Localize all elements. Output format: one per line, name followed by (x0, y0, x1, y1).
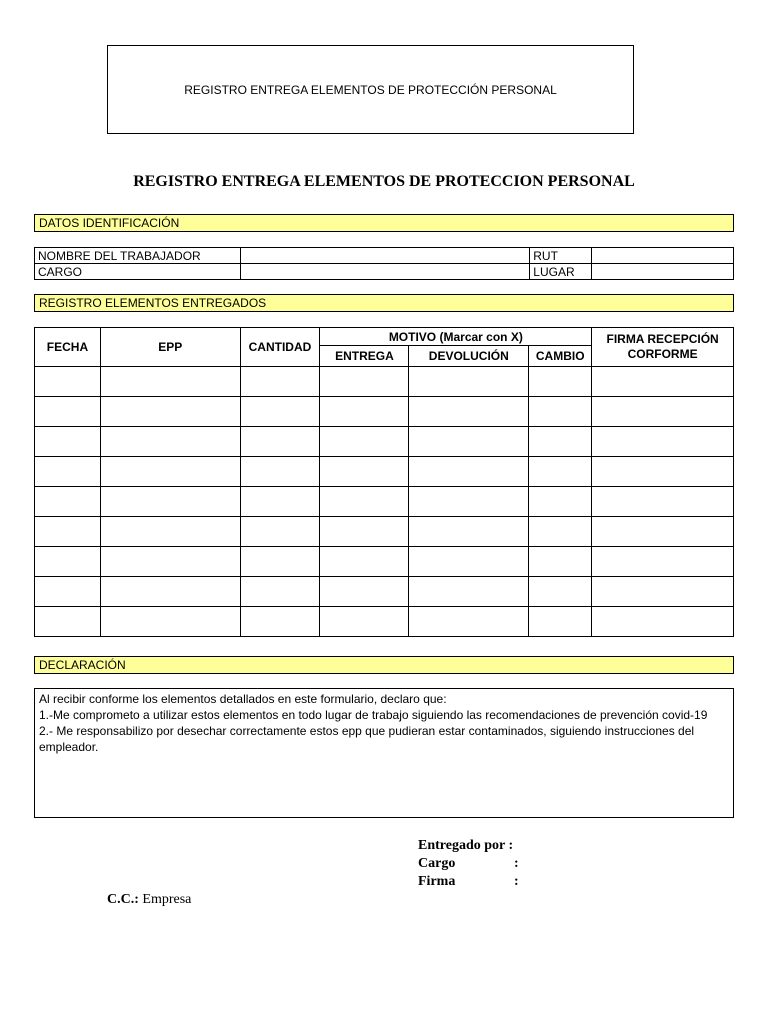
header-fecha: FECHA (35, 328, 101, 367)
cell[interactable] (320, 487, 409, 517)
cell[interactable] (592, 397, 734, 427)
cell[interactable] (240, 547, 320, 577)
cell[interactable] (240, 427, 320, 457)
cell[interactable] (35, 427, 101, 457)
cell[interactable] (409, 367, 529, 397)
identification-table (34, 247, 734, 280)
lugar-field[interactable] (592, 264, 734, 280)
cell[interactable] (100, 607, 240, 637)
cell[interactable] (100, 547, 240, 577)
rut-field[interactable] (592, 248, 734, 264)
cell[interactable] (240, 517, 320, 547)
cell[interactable] (240, 577, 320, 607)
cell[interactable] (100, 427, 240, 457)
header-entrega: ENTREGA (320, 346, 409, 367)
cell[interactable] (240, 367, 320, 397)
cell[interactable] (529, 397, 592, 427)
cell[interactable] (409, 427, 529, 457)
declaration-item-1: 1.-Me comprometo a utilizar estos elementos en todo lugar de trabajo siguiendo las recomendaciones de prevención covid-19 (39, 708, 708, 722)
cell[interactable] (592, 517, 734, 547)
cc-line (107, 891, 191, 909)
cell[interactable] (409, 607, 529, 637)
cell[interactable] (240, 607, 320, 637)
cell[interactable] (529, 487, 592, 517)
cell[interactable] (592, 577, 734, 607)
table-row (35, 367, 734, 397)
table-row (35, 577, 734, 607)
cell[interactable] (320, 577, 409, 607)
cell[interactable] (529, 547, 592, 577)
section-registry-bar: REGISTRO ELEMENTOS ENTREGADOS (34, 294, 734, 312)
section-declaration-bar: DECLARACIÓN (34, 656, 734, 674)
registry-rows (35, 367, 734, 637)
header-cambio: CAMBIO (529, 346, 592, 367)
firma-label: Firma (418, 874, 456, 889)
cell[interactable] (100, 457, 240, 487)
cell[interactable] (100, 397, 240, 427)
cell[interactable] (100, 367, 240, 397)
cell[interactable] (409, 547, 529, 577)
cell[interactable] (529, 457, 592, 487)
table-row (35, 487, 734, 517)
cell[interactable] (35, 517, 101, 547)
cell[interactable] (409, 517, 529, 547)
table-row (35, 517, 734, 547)
cell[interactable] (35, 547, 101, 577)
cell[interactable] (240, 487, 320, 517)
cell[interactable] (320, 517, 409, 547)
declaration-item-2: 2.- Me responsabilizo por desechar correctamente estos epp que pudieran estar contaminados, siguiendo instrucciones del empleador. (39, 724, 695, 754)
cell[interactable] (592, 607, 734, 637)
signature-block (418, 837, 519, 891)
rut-label: RUT (530, 248, 592, 264)
cell[interactable] (592, 427, 734, 457)
worker-name-label: NOMBRE DEL TRABAJADOR (35, 248, 241, 264)
cell[interactable] (592, 367, 734, 397)
cell[interactable] (592, 487, 734, 517)
table-row (35, 397, 734, 427)
header-devolucion: DEVOLUCIÓN (409, 346, 529, 367)
cell[interactable] (35, 397, 101, 427)
declaration-intro: Al recibir conforme los elementos detallados en este formulario, declaro que: (39, 692, 447, 706)
header-box (107, 45, 634, 134)
cell[interactable] (35, 607, 101, 637)
cell[interactable] (592, 457, 734, 487)
cell[interactable] (409, 487, 529, 517)
cell[interactable] (35, 367, 101, 397)
cell[interactable] (320, 397, 409, 427)
cell[interactable] (35, 487, 101, 517)
cell[interactable] (592, 547, 734, 577)
cell[interactable] (320, 457, 409, 487)
table-row (35, 457, 734, 487)
cargo-colon: : (514, 856, 519, 871)
cell[interactable] (100, 577, 240, 607)
cell[interactable] (35, 577, 101, 607)
header-box-title: REGISTRO ENTREGA ELEMENTOS DE PROTECCIÓN PERSONAL (184, 82, 557, 97)
header-epp: EPP (100, 328, 240, 367)
declaration-box (34, 688, 734, 818)
cell[interactable] (240, 457, 320, 487)
lugar-label: LUGAR (530, 264, 592, 280)
cargo-label: CARGO (35, 264, 241, 280)
cc-label: C.C.: (107, 892, 139, 907)
cell[interactable] (35, 457, 101, 487)
header-firma: FIRMA RECEPCIÓN CORFORME (592, 328, 734, 367)
cell[interactable] (320, 607, 409, 637)
cell[interactable] (529, 577, 592, 607)
worker-name-field[interactable] (240, 248, 529, 264)
entregado-label: Entregado por : (418, 838, 514, 853)
cell[interactable] (100, 487, 240, 517)
header-cantidad: CANTIDAD (240, 328, 320, 367)
firma-colon: : (514, 874, 519, 889)
table-row (35, 427, 734, 457)
cell[interactable] (409, 397, 529, 427)
cargo-field[interactable] (240, 264, 529, 280)
table-row (35, 547, 734, 577)
cell[interactable] (529, 427, 592, 457)
page-title: REGISTRO ENTREGA ELEMENTOS DE PROTECCION PERSONAL (133, 173, 635, 190)
cell[interactable] (100, 517, 240, 547)
section-identification-bar: DATOS IDENTIFICACIÓN (34, 214, 734, 232)
cell[interactable] (529, 517, 592, 547)
cell[interactable] (409, 457, 529, 487)
cell[interactable] (529, 607, 592, 637)
cell[interactable] (409, 577, 529, 607)
cell[interactable] (320, 367, 409, 397)
cell[interactable] (320, 547, 409, 577)
registry-table (34, 327, 734, 637)
cc-value: Empresa (142, 892, 192, 907)
table-row (35, 607, 734, 637)
cell[interactable] (320, 427, 409, 457)
header-motivo: MOTIVO (Marcar con X) (320, 328, 592, 346)
cell[interactable] (529, 367, 592, 397)
cell[interactable] (240, 397, 320, 427)
cargo-label: Cargo (418, 856, 456, 871)
